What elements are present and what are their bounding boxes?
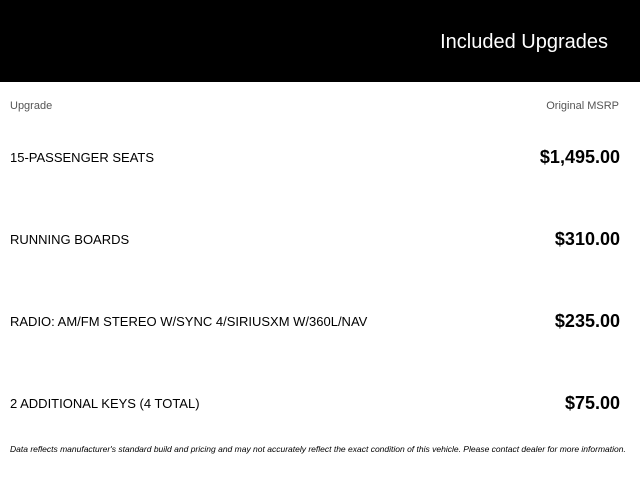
upgrade-row xyxy=(10,391,620,417)
upgrade-name: RUNNING BOARDS xyxy=(10,232,130,247)
column-header-msrp: Original MSRP xyxy=(546,100,619,112)
page-title: Included Upgrades xyxy=(440,31,608,53)
upgrade-name: 2 ADDITIONAL KEYS (4 TOTAL) xyxy=(10,396,200,411)
upgrade-row xyxy=(10,145,620,171)
header-bar xyxy=(0,0,640,82)
disclaimer-text: Data reflects manufacturer's standard build and pricing and may not accurately reflect the exact condition of this vehicle. Please contact dealer for more information. xyxy=(10,444,626,454)
upgrade-price: $75.00 xyxy=(564,393,620,413)
upgrade-row xyxy=(10,309,620,335)
upgrade-price: $235.00 xyxy=(554,311,620,331)
upgrade-row xyxy=(10,227,620,253)
column-header-upgrade: Upgrade xyxy=(10,100,53,112)
upgrade-price: $1,495.00 xyxy=(539,147,620,167)
upgrade-name: 15-PASSENGER SEATS xyxy=(10,150,155,165)
upgrade-price: $310.00 xyxy=(554,229,620,249)
upgrade-name: RADIO: AM/FM STEREO W/SYNC 4/SIRIUSXM W/360L/NAV xyxy=(10,314,368,329)
